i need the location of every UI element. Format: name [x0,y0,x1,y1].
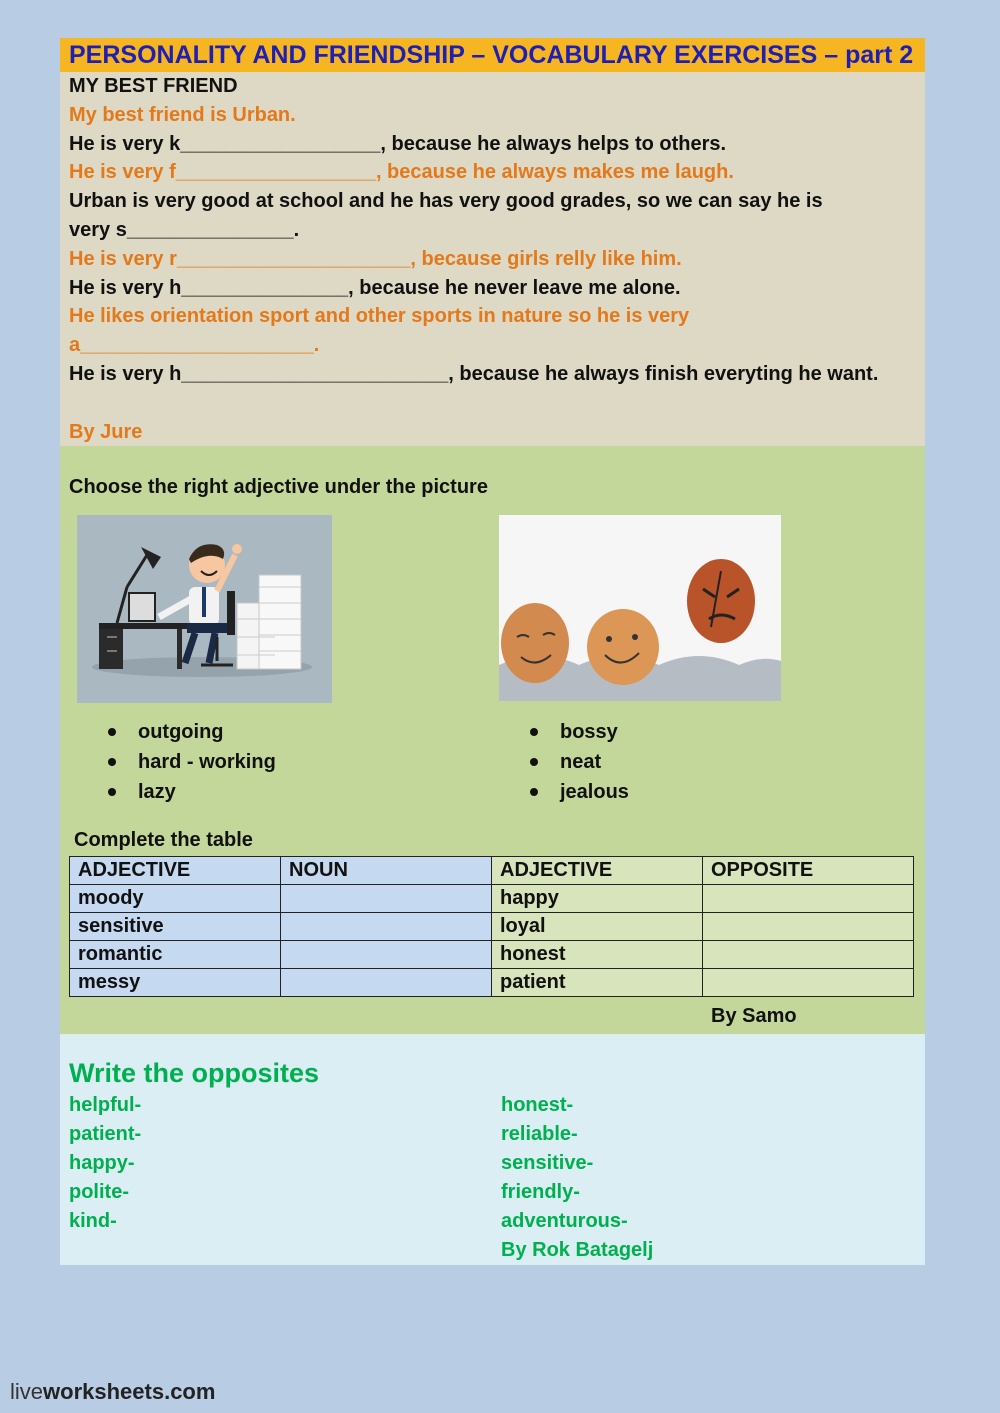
table-row [70,941,914,969]
table-cell: messy [70,969,281,997]
section-heading: MY BEST FRIEND [69,75,238,97]
sentence-line: Urban is very good at school and he has very good grades, so we can say he is [69,190,823,213]
sentence-line: very s_______________. [69,218,300,241]
table-row [70,969,914,997]
table-row [70,885,914,913]
answer-cell[interactable] [281,941,492,969]
adjective-option: outgoing [108,717,276,747]
section-heading: Write the opposites [69,1058,320,1088]
opposite-word: helpful- [69,1094,142,1116]
table-header-cell: ADJECTIVE [70,857,281,885]
vocabulary-table [69,856,914,997]
adjective-option: jealous [530,777,629,807]
adjective-option: lazy [108,777,276,807]
table-header-cell: ADJECTIVE [492,857,703,885]
answer-cell[interactable] [703,885,914,913]
opposite-word: reliable- [501,1123,578,1145]
liveworksheets-logo: liveworksheets.com [10,1379,216,1404]
table-header-row [70,857,914,885]
adjective-options-left [108,717,276,807]
table-header-cell: OPPOSITE [703,857,914,885]
sentence-line: My best friend is Urban. [69,103,296,126]
adjective-option: neat [530,747,629,777]
answer-cell[interactable] [281,969,492,997]
opposite-word: happy- [69,1152,135,1174]
author-credit: By Rok Batagelj [501,1239,654,1261]
opposite-word: sensitive- [501,1152,594,1174]
picture-instruction: Choose the right adjective under the picture [69,476,488,498]
opposites-section [60,1034,925,1265]
sentence-line: He likes orientation sport and other sports in nature so he is very [69,305,690,328]
answer-cell[interactable] [703,941,914,969]
adjective-section [60,446,925,1034]
answer-cell[interactable] [703,969,914,997]
sentence-line: He is very h_______________, because he never leave me alone. [69,276,681,299]
sentence-line: He is very r_____________________, because girls relly like him. [69,247,682,270]
table-cell: sensitive [70,913,281,941]
best-friend-section [60,72,925,446]
table-header-cell: NOUN [281,857,492,885]
opposite-word: polite- [69,1181,129,1203]
sentence-line: a_____________________. [69,334,320,357]
table-cell: happy [492,885,703,913]
sentence-line: He is very k__________________, because he always helps to others. [69,132,727,155]
table-cell: romantic [70,941,281,969]
table-row [70,913,914,941]
opposite-word: kind- [69,1210,117,1232]
table-title: Complete the table [74,829,253,851]
opposite-word: honest- [501,1094,574,1116]
adjective-option: bossy [530,717,629,747]
office-worker-picture [77,515,332,703]
sentence-line: He is very h________________________, because he always finish everyting he want. [69,362,879,385]
author-credit: By Jure [69,420,143,443]
opposite-word: friendly- [501,1181,580,1203]
answer-cell[interactable] [281,913,492,941]
author-credit: By Samo [711,1005,797,1027]
table-cell: patient [492,969,703,997]
worksheet-title: PERSONALITY AND FRIENDSHIP – VOCABULARY EXERCISES – part 2 [60,38,925,72]
table-cell: loyal [492,913,703,941]
answer-cell[interactable] [703,913,914,941]
adjective-option: hard - working [108,747,276,777]
opposite-word: patient- [69,1123,142,1145]
worksheet [60,38,925,1265]
adjective-options-right [530,717,629,807]
eggs-picture [499,515,781,701]
sentence-line: He is very f__________________, because he always makes me laugh. [69,161,734,184]
table-cell: moody [70,885,281,913]
opposite-word: adventurous- [501,1210,628,1232]
table-cell: honest [492,941,703,969]
best-friend-lines [69,101,916,389]
answer-cell[interactable] [281,885,492,913]
